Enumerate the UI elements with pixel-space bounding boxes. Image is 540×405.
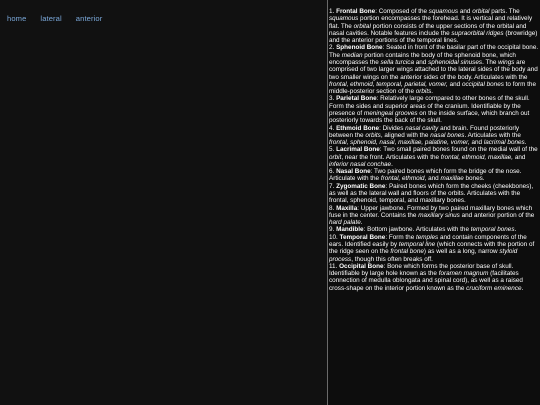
bone-term: occipital bones <box>461 80 504 88</box>
bone-term: frontal bone <box>390 248 424 256</box>
bone-entry <box>329 263 539 292</box>
bone-description-text: . <box>391 160 393 168</box>
bone-description-text: . <box>431 88 434 96</box>
bone-description-text: , near the front. Articulates with the <box>341 153 441 161</box>
bone-description-text: (browridge) and the anterior portions of the temporal lines. <box>329 29 538 45</box>
bone-entry <box>329 125 539 147</box>
bone-name: Maxilla <box>336 204 358 212</box>
bone-term: hard palate <box>329 219 361 227</box>
bone-description-text: and <box>458 8 473 15</box>
bone-term: frontal, sphenoid, nasal, maxillae, palatine, vomer, <box>329 139 470 147</box>
bone-description-text: : Bottom jawbone. Articulates with the <box>363 226 471 234</box>
bone-term: maxillary sinus <box>418 211 460 219</box>
bone-term: temporal bones <box>470 226 515 234</box>
bone-name: Mandible <box>336 226 364 234</box>
bone-description-text: : Two small paired bones found on the medial wall of the <box>379 146 538 154</box>
bone-description-text: and <box>413 58 429 66</box>
bone-term: frontal, ethmoid, maxillae, <box>440 153 514 161</box>
bone-description-text: and anterior portion of the <box>459 211 535 219</box>
bone-term: orbital <box>472 8 490 15</box>
bone-description-text: . <box>524 139 527 147</box>
bone-entry <box>329 95 539 124</box>
bone-term: orbital <box>353 22 371 30</box>
bone-number: 1. <box>329 8 335 15</box>
bone-description-text: portion encompasses the forehead. It is vertical and relatively flat. The <box>329 15 533 30</box>
bone-entry <box>329 146 539 168</box>
bone-name: Temporal Bone <box>339 233 386 241</box>
bone-description-text: : Bone which forms the posterior base of skull. Identifiable by large hole known as the <box>329 262 514 278</box>
bone-entry <box>329 44 539 95</box>
bone-description-text: . <box>521 284 524 292</box>
bone-description-text: , though this often breaks off. <box>351 255 433 263</box>
bone-name: Zygomatic Bone <box>336 182 386 190</box>
bone-description-text: parts. The <box>489 8 520 15</box>
bone-description-text: and <box>513 153 526 161</box>
bone-description-text: and <box>447 80 462 88</box>
bone-term: styloid process <box>329 248 518 263</box>
bone-term: temples <box>415 233 439 241</box>
bone-name: Sphenoid Bone <box>336 44 383 52</box>
bone-number: 2. <box>329 44 335 52</box>
bone-description-text: and <box>469 139 484 147</box>
bone-name: Occipital Bone <box>339 262 384 270</box>
nav-link-anterior[interactable]: anterior <box>75 14 103 23</box>
bone-description-text: . The <box>482 58 499 66</box>
bone-name: Lacrimal Bone <box>336 146 380 154</box>
bone-term: frontal, ethmoid, <box>380 175 427 183</box>
bone-name: Ethmoid Bone <box>336 124 380 132</box>
bone-term: orbit <box>329 153 342 161</box>
bone-description-text: and brain. Found posteriorly between the <box>329 124 520 139</box>
bone-description-text: : Form the <box>385 233 416 241</box>
bone-term: sphenoidal sinuses <box>428 58 483 66</box>
bone-description-text: . <box>360 219 363 227</box>
bone-term: orbits <box>415 88 432 96</box>
bone-description-text: bones. <box>463 175 485 183</box>
bone-name: Parietal Bone <box>336 95 377 103</box>
bone-term: temporal line <box>398 241 436 248</box>
bone-entry <box>329 168 539 183</box>
bone-description-text: ) as well as a long, narrow <box>423 248 500 256</box>
bone-description-text: are comprised of two larger wings attached to the lateral sides of the body and two smaller wings on the anterior sides of the body. Articulates with the <box>329 58 538 81</box>
bone-name: Nasal Bone <box>336 168 371 176</box>
bone-number: 8. <box>329 204 335 212</box>
bone-entry <box>329 205 539 227</box>
bone-description-text: to form the middle-posterior section of the <box>329 80 536 96</box>
bone-term: inferior nasal conchae <box>329 160 392 168</box>
bone-description-text: : Divides <box>379 124 406 132</box>
bone-description-text: on the inside surface, which branch out posteriorly towards the back of the skull. <box>329 109 530 125</box>
bone-number: 3. <box>329 95 335 103</box>
bone-term: orbits <box>365 131 381 139</box>
bone-description-text: and <box>426 175 441 183</box>
bone-term: wings <box>498 58 515 66</box>
nav-link-home[interactable]: home <box>7 14 27 23</box>
bone-description-text: : Upper jawbone. Formed by two paired maxillary bones which fuse in the center. Contains the <box>329 204 533 219</box>
bone-description-text: and contain components of the ears. Identified easily by <box>329 233 527 248</box>
bone-term: median <box>341 51 363 59</box>
bone-term: maxillae <box>440 175 464 183</box>
nav-link-lateral[interactable]: lateral <box>40 14 62 23</box>
bone-term: foramen magnum <box>438 270 489 278</box>
bone-term: sella turcica <box>380 58 414 66</box>
bone-entry <box>329 8 539 44</box>
bone-description-text: portion consists of the upper sections of the orbital and nasal cavities. Notable features include the <box>329 22 527 37</box>
bone-term: frontal, ethmoid, temporal, parietal, vomer, <box>329 80 448 88</box>
bone-description-text: : Seated in front of the basilar part of the occipital bone. The <box>329 44 539 59</box>
bone-term: squamous <box>428 8 459 15</box>
bone-description-text: portion contains the body of the sphenoid bone, which encompasses the <box>329 51 516 66</box>
bone-number: 4. <box>329 124 335 132</box>
bone-description-text: : Paired bones which form the cheeks (cheekbones), as well as the lateral wall and floors of the orbits. Articulates with the frontal, sphenoid, temporal, and maxillary bones. <box>329 182 534 205</box>
bone-term: cruciform eminence <box>466 284 522 292</box>
bone-term: nasal bones <box>430 131 465 139</box>
bone-term: lacrimal bones <box>483 139 525 147</box>
bone-term: supraorbital ridges <box>451 29 504 37</box>
top-nav <box>7 14 102 23</box>
bone-entry <box>329 183 539 205</box>
bone-number: 7. <box>329 182 335 190</box>
bone-entry <box>329 234 539 263</box>
bone-entry <box>329 226 539 233</box>
bone-description-text: : Relatively large compared to other bones of the skull. Form the sides and superior areas of the cranium. Identifiable by the presence of <box>329 95 530 117</box>
bone-description-text: : Two paired bones which form the bridge of the nose. Articulate with the <box>329 168 522 183</box>
bone-description-text: : Composed of the <box>375 8 429 15</box>
bone-number: 6. <box>329 168 335 176</box>
bone-number: 10. <box>329 233 338 241</box>
description-pane <box>328 0 540 405</box>
bone-name: Frontal Bone <box>336 8 376 15</box>
bone-description-text: (facilitates connection of medulla oblongata and spinal cord), as well as a raised cross-shape on the interior portion known as the <box>329 270 523 292</box>
bone-term: meningeal grooves <box>363 109 418 117</box>
bone-description-text: . <box>514 226 517 234</box>
bone-description-text: , aligned with the <box>380 131 431 139</box>
bone-number: 5. <box>329 146 335 154</box>
bone-description-text: . Articulates with the <box>464 131 521 139</box>
bone-number: 11. <box>329 262 338 270</box>
bone-description-text: (which connects with the portion of the ridge seen on the <box>329 241 535 256</box>
bone-number: 9. <box>329 226 335 234</box>
bone-term: nasal cavity <box>405 124 439 132</box>
bone-term: squamous <box>329 15 359 23</box>
bone-description-list <box>329 8 539 292</box>
